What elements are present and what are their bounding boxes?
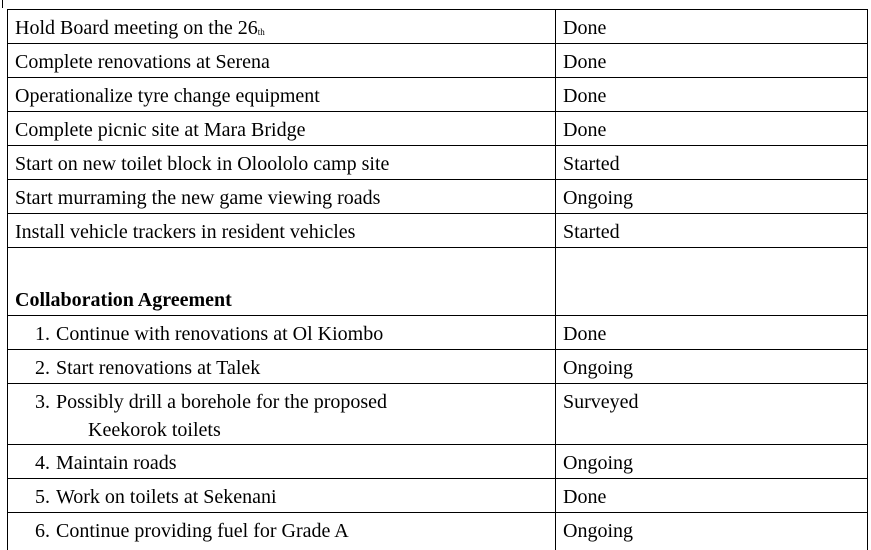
status-cell: Ongoing <box>556 513 868 550</box>
task-cell: 3. Possibly drill a borehole for the proposed Keekorok toilets <box>8 384 556 445</box>
table-row <box>8 214 868 248</box>
item-number: 1. <box>35 323 50 345</box>
table-row <box>8 44 868 78</box>
status-cell: Started <box>556 214 868 248</box>
task-cell: Start on new toilet block in Oloololo camp site <box>8 146 556 180</box>
table-row <box>8 112 868 146</box>
task-continuation: Keekorok toilets <box>88 419 221 441</box>
ordinal-suffix: th <box>257 27 265 37</box>
task-status-table <box>7 9 868 550</box>
task-cell: Operationalize tyre change equipment <box>8 78 556 112</box>
table-row <box>8 445 868 479</box>
status-cell: Done <box>556 112 868 146</box>
table-row <box>8 180 868 214</box>
status-cell: Done <box>556 44 868 78</box>
section-header-row <box>8 248 868 316</box>
task-cell: Complete renovations at Serena <box>8 44 556 78</box>
section-heading: Collaboration Agreement <box>8 248 556 316</box>
table-row <box>8 10 868 44</box>
table-row <box>8 146 868 180</box>
item-number: 2. <box>35 357 50 379</box>
task-cell: Start murraming the new game viewing roads <box>8 180 556 214</box>
table-row <box>8 350 868 384</box>
status-cell: Ongoing <box>556 445 868 479</box>
table-row <box>8 479 868 513</box>
table-row <box>8 316 868 350</box>
task-cell: 4. Maintain roads <box>8 445 556 479</box>
item-number: 3. <box>35 391 50 413</box>
task-cell: 1. Continue with renovations at Ol Kiombo <box>8 316 556 350</box>
status-cell: Started <box>556 146 868 180</box>
table-row <box>8 384 868 445</box>
task-cell: 5. Work on toilets at Sekenani <box>8 479 556 513</box>
status-cell: Surveyed <box>556 384 868 445</box>
status-cell: Ongoing <box>556 350 868 384</box>
item-number: 6. <box>35 520 50 542</box>
table-row <box>8 513 868 550</box>
task-cell: Hold Board meeting on the 26th <box>8 10 556 44</box>
status-cell: Done <box>556 10 868 44</box>
status-cell-empty <box>556 248 868 316</box>
page-margin-rule <box>2 0 3 8</box>
item-number: 5. <box>35 486 50 508</box>
status-cell: Done <box>556 316 868 350</box>
item-number: 4. <box>35 452 50 474</box>
task-cell: Install vehicle trackers in resident vehicles <box>8 214 556 248</box>
status-cell: Done <box>556 479 868 513</box>
task-cell: 6. Continue providing fuel for Grade A <box>8 513 556 550</box>
status-cell: Done <box>556 78 868 112</box>
table-row <box>8 78 868 112</box>
task-cell: Complete picnic site at Mara Bridge <box>8 112 556 146</box>
status-cell: Ongoing <box>556 180 868 214</box>
task-cell: 2. Start renovations at Talek <box>8 350 556 384</box>
